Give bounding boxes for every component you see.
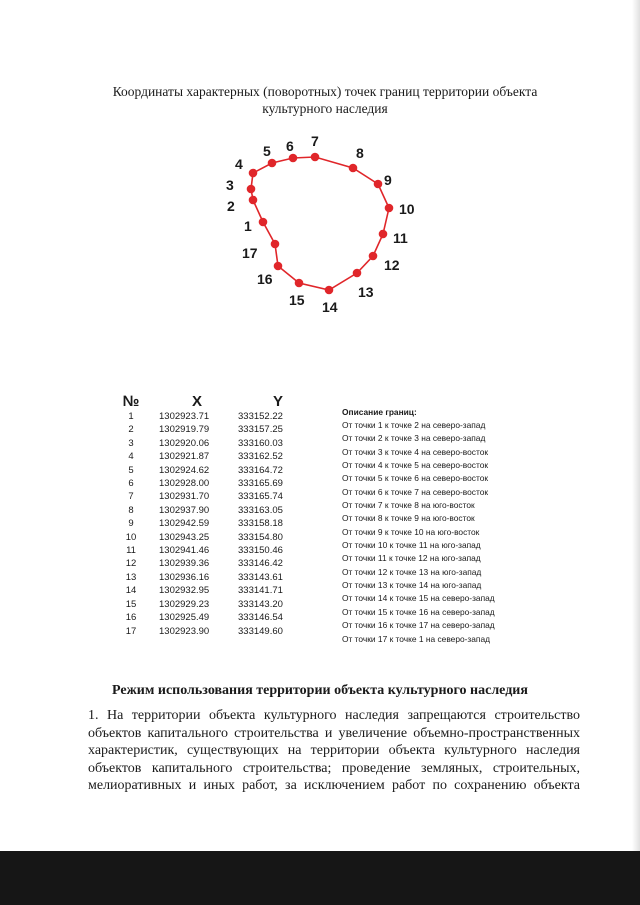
cell-y: 333165.69 (238, 478, 283, 490)
boundary-point-marker (268, 159, 277, 168)
table-row (112, 504, 318, 517)
column-header-number: № (122, 393, 140, 410)
boundary-point-marker (289, 154, 298, 163)
cell-y: 333164.72 (238, 464, 283, 476)
table-row (112, 544, 318, 557)
boundary-description-line: От точки 17 к точке 1 на северо-запад (342, 633, 491, 644)
cell-y: 333160.03 (238, 437, 283, 449)
boundary-description-line: От точки 11 к точке 12 на юго-запад (342, 553, 481, 564)
boundary-description-line: От точки 1 к точке 2 на северо-запад (342, 420, 486, 430)
boundary-scheme (0, 0, 640, 330)
cell-number: 17 (125, 625, 137, 637)
cell-y: 333152.22 (238, 411, 283, 422)
cell-number: 3 (128, 437, 134, 449)
cell-x: 1302937.90 (159, 504, 210, 516)
cell-number: 7 (128, 491, 134, 503)
boundary-point-label: 16 (257, 271, 273, 287)
table-row (112, 450, 318, 463)
boundary-description-line: От точки 7 к точке 8 на юго-восток (342, 500, 475, 511)
boundary-point-label: 14 (322, 299, 338, 315)
cell-y: 333158.18 (238, 518, 283, 530)
cell-number: 14 (125, 585, 137, 597)
table-row (112, 611, 318, 624)
boundary-description-line: От точки 6 к точке 7 на северо-восток (342, 486, 489, 497)
cell-x: 1302939.36 (159, 558, 210, 570)
boundary-description-line: От точки 3 к точке 4 на северо-восток (342, 446, 489, 457)
table-row (112, 584, 318, 597)
boundary-point-label: 15 (289, 292, 305, 308)
boundary-point-label: 12 (384, 257, 400, 273)
cell-number: 4 (128, 451, 134, 463)
coordinates-table (112, 388, 318, 638)
boundary-point-marker (349, 164, 358, 173)
boundary-description-line: От точки 13 к точке 14 на юго-запад (342, 580, 482, 591)
table-row (112, 531, 318, 544)
cell-x: 1302919.79 (159, 424, 210, 436)
boundary-point-marker (369, 252, 378, 261)
boundary-description (342, 406, 552, 646)
boundary-point-label: 13 (358, 284, 374, 300)
cell-x: 1302923.71 (159, 411, 210, 422)
cell-y: 333165.74 (238, 491, 283, 503)
cell-number: 10 (125, 531, 137, 543)
boundary-point-label: 8 (356, 145, 364, 161)
cell-y: 333146.42 (238, 558, 283, 570)
cell-number: 13 (125, 571, 137, 583)
cell-number: 8 (128, 504, 134, 516)
cell-x: 1302936.16 (159, 571, 210, 583)
table-row (112, 571, 318, 584)
boundary-description-line: От точки 2 к точке 3 на северо-запад (342, 433, 486, 444)
table-row (112, 464, 318, 477)
boundary-point-marker (379, 230, 388, 239)
table-row (112, 477, 318, 490)
scan-edge-shadow (632, 0, 640, 851)
boundary-point-marker (274, 262, 283, 271)
boundary-point-label: 6 (286, 138, 294, 154)
cell-y: 333143.20 (238, 598, 283, 610)
boundary-point-marker (311, 153, 320, 162)
boundary-point-label: 17 (242, 245, 258, 261)
boundary-description-line: От точки 4 к точке 5 на северо-восток (342, 460, 489, 471)
table-row (112, 490, 318, 503)
cell-number: 2 (128, 424, 134, 436)
boundary-description-line: От точки 12 к точке 13 на юго-запад (342, 566, 482, 577)
table-row (112, 410, 318, 423)
boundary-description-line: От точки 5 к точке 6 на северо-восток (342, 473, 489, 484)
coordinates-table-body (112, 410, 318, 638)
table-header-row (112, 388, 318, 410)
boundary-description-list (342, 419, 552, 646)
cell-x: 1302943.25 (159, 531, 210, 543)
cell-x: 1302942.59 (159, 518, 210, 530)
table-row (112, 423, 318, 436)
page-title-line-1: Координаты характерных (поворотных) точек границ территории объекта (112, 84, 538, 99)
cell-x: 1302928.00 (159, 478, 210, 490)
cell-y: 333149.60 (238, 625, 283, 637)
boundary-point-label: 7 (311, 133, 319, 149)
cell-y: 333162.52 (238, 451, 283, 463)
page-title-line-2: культурного наследия (262, 101, 388, 116)
cell-x: 1302931.70 (159, 491, 210, 503)
cell-y: 333146.54 (238, 612, 283, 624)
boundary-point-marker (385, 204, 394, 213)
table-row (112, 437, 318, 450)
cell-x: 1302921.87 (159, 451, 210, 463)
cell-y: 333141.71 (238, 585, 283, 597)
boundary-point-label: 9 (384, 172, 392, 188)
boundary-point-label: 1 (244, 218, 252, 234)
cell-x: 1302924.62 (159, 464, 210, 476)
table-row (112, 598, 318, 611)
boundary-point-marker (259, 218, 268, 227)
boundary-description-line: От точки 10 к точке 11 на юго-запад (342, 540, 481, 551)
boundary-point-marker (249, 196, 258, 205)
boundary-description-title: Описание границ: (342, 407, 417, 417)
cell-number: 15 (125, 598, 137, 610)
boundary-point-marker (247, 185, 256, 194)
boundary-point-label: 5 (263, 143, 271, 159)
boundary-description-line: От точки 8 к точке 9 на юго-восток (342, 513, 475, 524)
cell-y: 333154.80 (238, 531, 283, 543)
boundary-point-marker (325, 286, 334, 295)
cell-number: 16 (125, 612, 137, 624)
cell-number: 11 (126, 545, 136, 557)
cell-y: 333150.46 (238, 545, 283, 557)
boundary-point-marker (295, 279, 304, 288)
cell-number: 1 (128, 411, 134, 422)
boundary-description-line: От точки 14 к точке 15 на северо-запад (342, 593, 495, 604)
scan-bottom-border (0, 851, 640, 905)
section-paragraph: 1. На территории объекта культурного наследия запрещаются строительство объектов капитального строительства и увеличение объемно-пространственных характеристик, существующих на территории объекта культурного наследия объектов капитального строительства; проведение земляных, строительных, мелиоративных и иных работ, за исключением работ по сохранению объекта (88, 708, 580, 793)
cell-x: 1302932.95 (159, 585, 210, 597)
boundary-point-label: 3 (226, 177, 234, 193)
cell-x: 1302929.23 (159, 598, 210, 610)
cell-x: 1302920.06 (159, 437, 210, 449)
cell-number: 9 (128, 518, 134, 530)
cell-number: 6 (128, 478, 134, 490)
boundary-description-line: От точки 9 к точке 10 на юго-восток (342, 526, 480, 537)
boundary-point-marker (249, 169, 258, 178)
boundary-point-marker (353, 269, 362, 278)
cell-y: 333163.05 (238, 504, 283, 516)
section-title: Режим использования территории объекта культурного наследия (112, 683, 528, 698)
boundary-point-label: 4 (235, 156, 243, 172)
table-row (112, 517, 318, 530)
cell-x: 1302941.46 (159, 545, 210, 557)
column-header-x: X (191, 393, 202, 410)
cell-x: 1302923.90 (159, 625, 210, 637)
boundary-description-line: От точки 15 к точке 16 на северо-запад (342, 606, 495, 617)
cell-y: 333157.25 (238, 424, 283, 436)
cell-y: 333143.61 (238, 571, 283, 583)
boundary-point-label: 2 (227, 198, 235, 214)
boundary-point-label: 11 (393, 230, 408, 246)
boundary-point-marker (374, 180, 383, 189)
cell-x: 1302925.49 (159, 612, 210, 624)
boundary-point-label: 10 (399, 201, 415, 217)
column-header-y: Y (272, 393, 283, 410)
boundary-point-marker (271, 240, 280, 249)
cell-number: 5 (128, 464, 134, 476)
table-row (112, 625, 318, 638)
boundary-description-line: От точки 16 к точке 17 на северо-запад (342, 620, 495, 631)
cell-number: 12 (125, 558, 137, 570)
table-row (112, 557, 318, 570)
